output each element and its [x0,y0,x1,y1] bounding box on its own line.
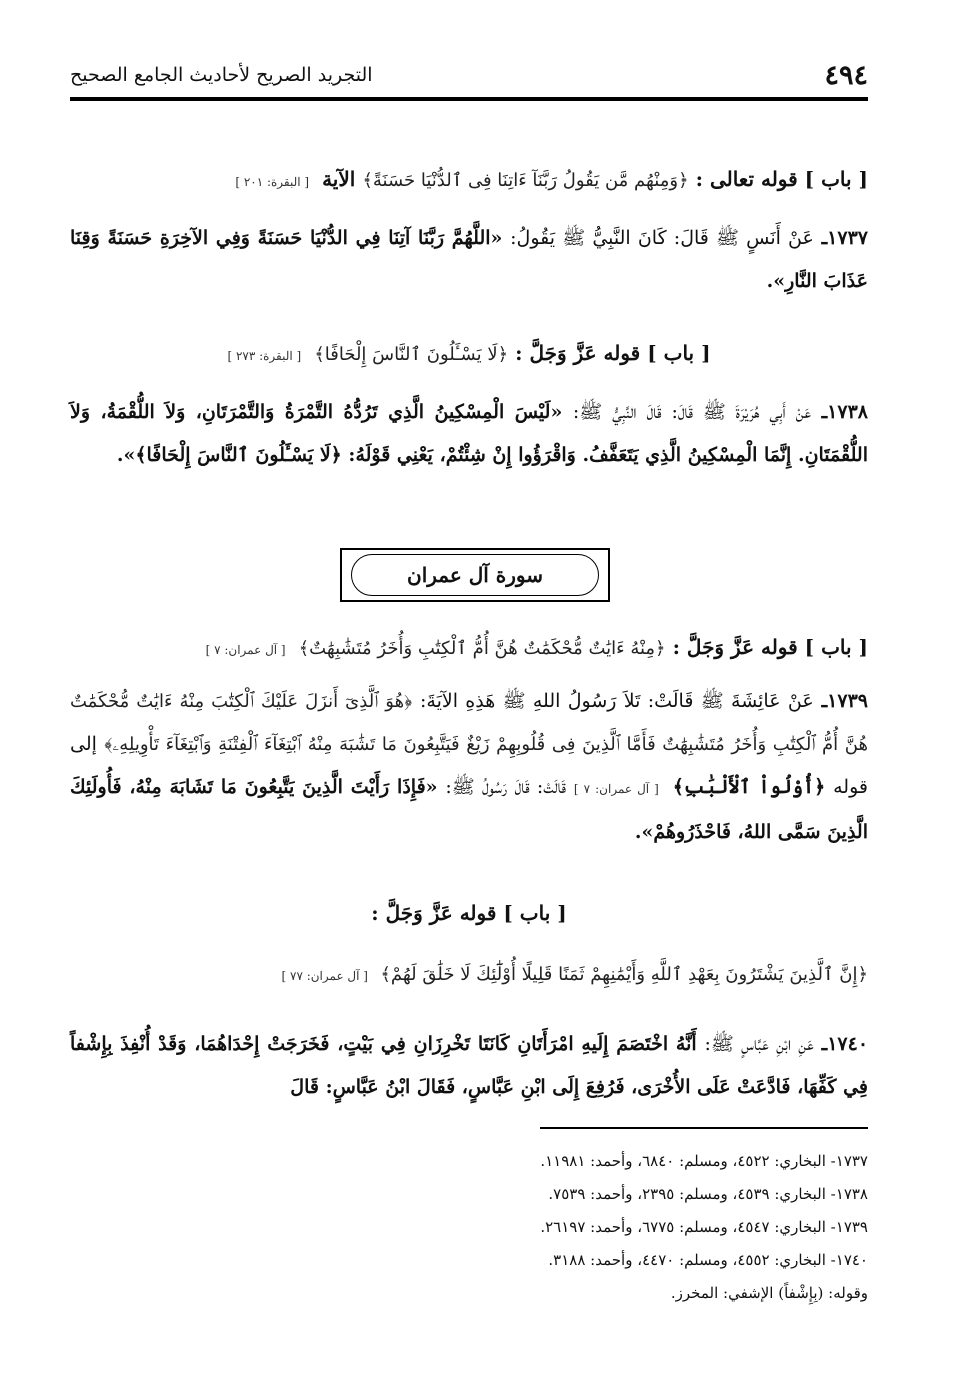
verse-reference: [ البقرة: ٢٠١ ] [235,175,310,189]
chapter-verse-4 [70,950,868,999]
hadith-text: «اللَّهُمَّ رَبَّنَا آتِنَا فِي الدُّنْيَا حَسَنَةً وَفِي الآخِرَةِ حَسَنَةً وَقِنَا عَذَابَ النَّارِ». [70,227,868,292]
chapter-label: [ باب ] قوله عَزَّ وَجَلَّ : [371,901,567,925]
quran-verse: ﴿وَمِنْهُم مَّن يَقُولُ رَبَّنَآ ءَاتِنَا فِى ٱلدُّنْيَا حَسَنَةً﴾ [362,170,689,191]
quran-verse: ﴿مِنْهُ ءَايَٰتٌ مُّحْكَمَٰتٌ هُنَّ أُمُّ ٱلْكِتَٰبِ وَأُخَرُ مُتَشَٰبِهَٰتٌ﴾ [298,638,666,659]
hadith-isnad-2: قَالَتْ: قَالَ رَسُولُ ﷺ: [445,776,567,798]
page-header [70,55,868,95]
verse-reference: [ آل عمران: ٧٧ ] [281,969,368,983]
surah-title-frame [340,548,610,602]
hadith-text: أَنَّهُ اخْتَصَمَ إِلَيهِ امْرَأَتَانِ كَانَتَا تَخْرِزَانِ فِي بَيْتٍ، فَخَرَجَتْ إِحْدَاهُمَا، وَقَدْ أُنْفِذَ بِإِشْفاً فِي كَفِّهَا، فَادَّعَتْ عَلَى الأُخْرَى، فَرُفِعَ إِلَى ابْنِ عَبَّاسٍ، فَقَالَ ابْنُ عَبَّاسٍ: قَالَ [70,1033,868,1098]
verse-reference: [ البقرة: ٢٧٣ ] [227,349,302,363]
chapter-heading-4 [70,890,868,936]
footnote-1740: ١٧٤٠- البخاري: ٤٥٥٢، ومسلم: ٤٤٧٠، وأحمد: ٣١٨٨. [548,1251,868,1269]
footnotes [70,1145,868,1310]
quran-verse-end: ﴿أُوْلُواْ ٱلْأَلْبَٰبِ﴾ [672,776,826,798]
hadith-isnad: عَنْ عَائِشَةَ ﷺ قَالَتْ: تَلاَ رَسُولُ اللهِ ﷺ هَذِهِ الآيَةَ: [419,690,814,712]
footnote-rule [540,1127,868,1129]
footnote-1737: ١٧٣٧- البخاري: ٤٥٢٢، ومسلم: ٦٨٤٠، وأحمد: ١١٩٨١. [540,1152,868,1170]
chapter-heading-2 [70,330,868,379]
verse-tail: الآية [322,167,356,191]
hadith-1738 [70,391,868,477]
hadith-number: ١٧٣٧ـ [821,227,868,249]
page-number: ٤٩٤ [824,59,868,91]
chapter-heading-3 [70,624,868,673]
hadith-isnad: عَنِ ابْنِ عَبَّاسٍ ﷺ: [704,1033,814,1055]
hadith-text: «فَإِذَا رَأَيْتَ الَّذِينَ يَتَّبِعُونَ مَا تَشَابَهَ مِنْهُ، فَأُولَئِكَ الَّذِينَ سَمَّى اللهُ، فَاحْذَرُوهُمْ». [70,776,868,843]
surah-title: سورة آل عمران [351,554,599,596]
hadith-text: «لَيْسَ الْمِسْكِينُ الَّذِي تَرُدُّهُ التَّمْرَةُ وَالتَّمْرَتَانِ، وَلاَ اللُّقْمَةُ، وَلاَ اللُّقْمَتَانِ. إِنَّمَا الْمِسْكِينُ الَّذِي يَتَعَفَّفُ. وَاقْرَؤُوا إِنْ شِئْتُمْ، يَعْنِي قَوْلَهُ: ﴿لَا يَسْـَٔلُونَ ٱلنَّاسَ إِلْحَافًا﴾». [70,401,868,466]
chapter-label: [ باب ] قوله عَزَّ وَجَلَّ : [515,341,711,365]
quran-verse: ﴿إِنَّ ٱلَّذِينَ يَشْتَرُونَ بِعَهْدِ ٱللَّهِ وَأَيْمَٰنِهِمْ ثَمَنًا قَلِيلًا أُوْلَٰٓئِكَ لَا خَلَٰقَ لَهُمْ﴾ [380,964,868,985]
quran-verse: ﴿هُوَ ٱلَّذِىٓ أَنزَلَ عَلَيْكَ ٱلْكِتَٰبَ مِنْهُ ءَايَٰتٌ مُّحْكَمَٰتٌ هُنَّ أُمُّ ٱلْكِتَٰبِ وَأُخَرُ مُتَشَٰبِهَٰتٌ فَأَمَّا ٱلَّذِينَ فِى قُلُوبِهِمْ زَيْغٌ فَيَتَّبِعُونَ مَا تَشَٰبَهَ مِنْهُ ٱبْتِغَآءَ ٱلْفِتْنَةِ وَٱبْتِغَآءَ تَأْوِيلِهِۦ﴾ [70,691,868,755]
verse-reference: [ آل عمران: ٧ ] [573,782,659,796]
connector-text: إلى قوله [70,733,868,798]
hadith-isnad: عَنْ أَنَسٍ ﷺ قَالَ: كَانَ النَّبِيُّ ﷺ يَقُولُ: [510,227,814,249]
footnote-1738: ١٧٣٨- البخاري: ٤٥٣٩، ومسلم: ٢٣٩٥، وأحمد: ٧٥٣٩. [548,1185,868,1203]
running-title: التجريد الصريح لأحاديث الجامع الصحيح [70,64,373,86]
footnote-gloss: وقوله: (بِإِشْفاً) الإشفي: المخرز. [670,1284,868,1302]
header-rule [70,97,868,101]
chapter-label: [ باب ] قوله تعالى : [695,167,868,191]
hadith-number: ١٧٣٨ـ [821,401,868,423]
chapter-heading-1 [70,156,868,205]
footnote-1739: ١٧٣٩- البخاري: ٤٥٤٧، ومسلم: ٦٧٧٥، وأحمد: ٢٦١٩٧. [540,1218,868,1236]
hadith-1737 [70,217,868,303]
verse-reference: [ آل عمران: ٧ ] [205,643,286,657]
hadith-number: ١٧٣٩ـ [821,690,868,712]
quran-verse: ﴿لَا يَسْـَٔلُونَ ٱلنَّاسَ إِلْحَافًا﴾ [314,344,509,365]
hadith-number: ١٧٤٠ـ [821,1033,869,1055]
hadith-1739 [70,680,868,854]
hadith-isnad: عَنْ أَبِي هُرَيْرَةَ ﷺ قَالَ: قَالَ النَّبِيُّ ﷺ: [572,401,812,423]
chapter-label: [ باب ] قوله عَزَّ وَجَلَّ : [672,635,868,659]
hadith-1740 [70,1023,868,1109]
